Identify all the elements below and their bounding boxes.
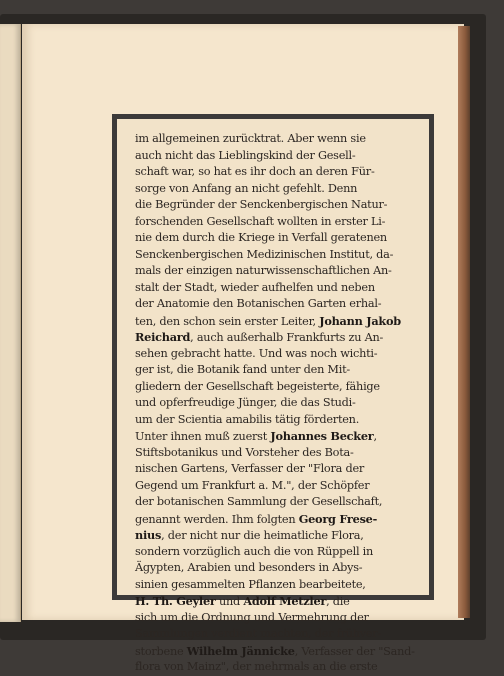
text-segment: stalt der Stadt, wieder aufhelfen und neben	[135, 280, 375, 294]
text-segment: , die	[326, 595, 350, 608]
text-segment: der botanischen Sammlung der Gesellschaft,	[135, 495, 383, 508]
text-line	[135, 428, 417, 445]
text-line	[135, 313, 417, 330]
text-segment: , der nicht nur die heimatliche Flora,	[161, 529, 364, 542]
text-segment: und opferfreudige Jünger, die das Studi-	[135, 396, 356, 409]
text-segment: Unter ihnen muß zuerst	[135, 430, 271, 443]
text-line	[135, 412, 417, 429]
text-line	[135, 577, 417, 594]
text-line	[135, 362, 417, 379]
text-line	[135, 230, 417, 247]
text-line	[135, 346, 417, 363]
text-line	[135, 181, 417, 198]
bold-name: Wilhelm Jännicke	[186, 643, 295, 658]
text-line	[135, 445, 417, 462]
text-segment: sinien gesammelten Pflanzen bearbeitete,	[135, 577, 366, 591]
text-line	[135, 593, 417, 610]
bold-name: Reichard	[135, 330, 191, 344]
text-line	[135, 544, 417, 561]
text-line	[135, 511, 417, 528]
text-segment: im allgemeinen zurücktrat. Aber wenn sie	[135, 132, 366, 145]
bold-name: Georg Frese-	[298, 511, 378, 526]
bold-name: Johann Jakob	[319, 313, 401, 328]
text-segment: Sammlungen verdient machten, der frühver-	[135, 627, 382, 640]
text-segment: , auch außerhalb Frankfurts zu An-	[190, 331, 384, 344]
bold-name: nius	[135, 528, 162, 542]
text-segment: auch nicht das Lieblingskind der Gesell-	[135, 148, 356, 162]
text-line	[135, 247, 417, 264]
text-segment: nischen Gartens, Verfasser der "Flora der	[135, 462, 365, 475]
text-segment: die Begründer der Senckenbergischen Natur-	[135, 198, 388, 211]
text-segment: Gegend um Frankfurt a. M.", der Schöpfer	[135, 478, 370, 492]
text-line	[135, 610, 417, 627]
text-frame	[112, 114, 434, 673]
text-segment: mals der einzigen naturwissenschaftlichen An-	[135, 264, 392, 277]
text-segment: genannt werden. Ihm folgten	[135, 512, 299, 526]
book-page	[22, 24, 464, 673]
text-segment: und	[215, 595, 244, 608]
text-line	[135, 395, 417, 412]
text-segment: sehen gebracht hatte. Und was noch wichti-	[135, 346, 378, 360]
text-segment: nie dem durch die Kriege in Verfall geratenen	[135, 231, 387, 244]
text-segment: sorge von Anfang an nicht gefehlt. Denn	[135, 181, 358, 195]
text-line	[135, 197, 417, 214]
text-segment: sich um die Ordnung und Vermehrung der	[135, 610, 369, 624]
text-segment: Ägypten, Arabien und besonders in Abys-	[135, 561, 363, 574]
bold-name: Johannes Becker	[270, 429, 374, 443]
text-segment: flora von Mainz", der mehrmals an die erste	[135, 660, 378, 673]
text-line	[135, 296, 417, 313]
text-line	[135, 560, 417, 577]
text-segment: Stiftsbotanikus und Vorsteher des Bota-	[135, 445, 354, 459]
text-line	[135, 643, 417, 660]
text-line	[135, 494, 417, 511]
text-line	[135, 626, 417, 643]
bold-name: Adolf Metzler	[243, 594, 327, 608]
text-segment: forschenden Gesellschaft wollten in erster Li-	[135, 214, 386, 228]
text-segment: Senckenbergischen Medizinischen Institut, da-	[135, 247, 394, 261]
text-segment: ger ist, die Botanik fand unter den Mit-	[135, 363, 350, 376]
text-segment: der Anatomie den Botanischen Garten erhal-	[135, 297, 382, 310]
text-line	[135, 527, 417, 544]
text-line	[135, 131, 417, 148]
body-text	[135, 131, 417, 673]
text-segment: um der Scientia amabilis tätig förderten.	[135, 412, 360, 426]
text-segment: sondern vorzüglich auch die von Rüppell in	[135, 544, 374, 558]
text-line	[135, 164, 417, 181]
text-segment: gliedern der Gesellschaft begeisterte, fähige	[135, 379, 380, 393]
text-segment: ten, den schon sein erster Leiter,	[135, 314, 320, 328]
text-segment: storbene	[135, 644, 187, 658]
left-page-edge	[0, 24, 21, 622]
bold-name: H. Th. Geyler	[135, 594, 216, 608]
text-line	[135, 379, 417, 396]
text-line	[135, 263, 417, 280]
text-segment: ,	[373, 430, 377, 443]
text-line	[135, 280, 417, 297]
text-line	[135, 148, 417, 165]
text-line	[135, 478, 417, 495]
text-line	[135, 659, 417, 676]
page-stack-edge	[458, 26, 470, 618]
text-segment: , Verfasser der "Sand-	[294, 644, 415, 658]
text-segment: schaft war, so hat es ihr doch an deren Für-	[135, 165, 375, 178]
text-line	[135, 214, 417, 231]
text-line	[135, 329, 417, 346]
text-line	[135, 461, 417, 478]
